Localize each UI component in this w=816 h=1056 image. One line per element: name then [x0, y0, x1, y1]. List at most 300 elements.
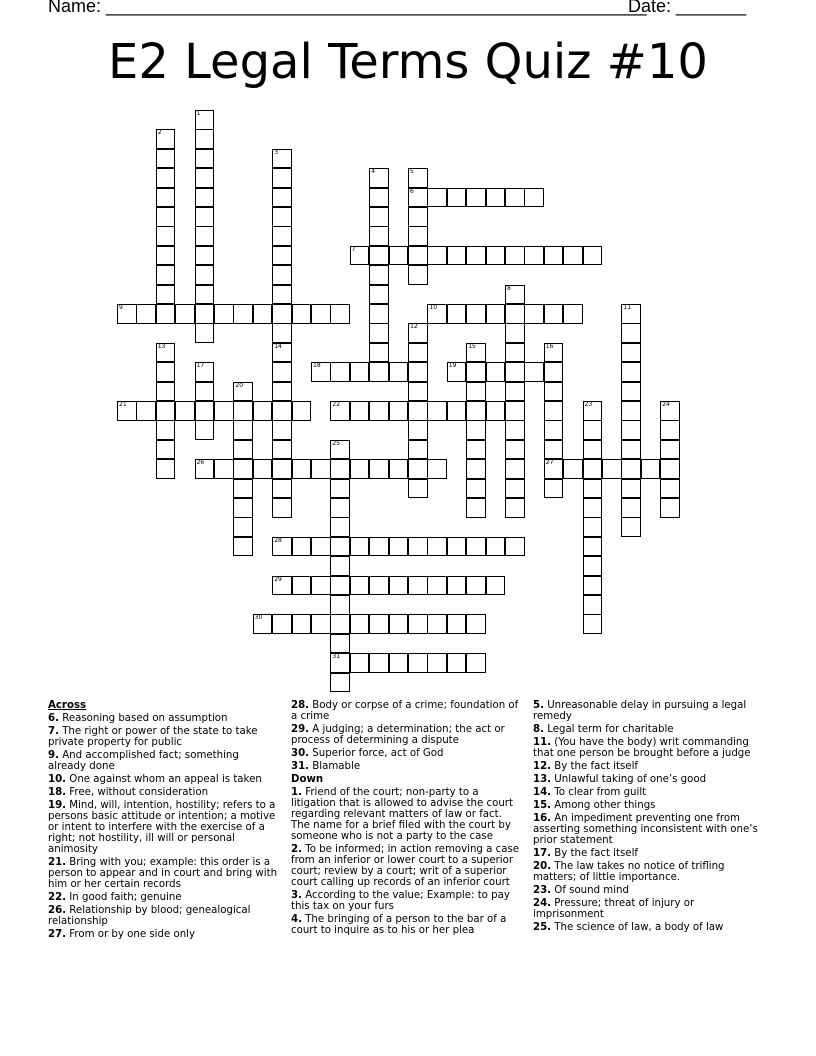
crossword-cell[interactable] [253, 304, 273, 324]
crossword-cell[interactable] [544, 362, 564, 382]
crossword-cell[interactable] [583, 556, 603, 576]
crossword-cell[interactable] [544, 343, 564, 363]
crossword-cell[interactable] [156, 362, 176, 382]
crossword-cell[interactable] [272, 323, 292, 343]
crossword-cell[interactable] [524, 246, 544, 266]
crossword-cell[interactable] [408, 265, 428, 285]
crossword-cell[interactable] [563, 459, 583, 479]
clue-number: 28. [291, 700, 310, 711]
crossword-cell[interactable] [156, 343, 176, 363]
crossword-cell[interactable] [369, 459, 389, 479]
crossword-cell[interactable] [621, 323, 641, 343]
crossword-cell[interactable] [272, 479, 292, 499]
crossword-cell[interactable] [369, 401, 389, 421]
down-clue [533, 848, 768, 859]
crossword-cell[interactable] [505, 304, 525, 324]
crossword-cell[interactable] [466, 362, 486, 382]
crossword-cell[interactable] [408, 323, 428, 343]
crossword-cell[interactable] [408, 440, 428, 460]
crossword-cell[interactable] [253, 614, 273, 634]
crossword-cell[interactable] [330, 595, 350, 615]
crossword-cell[interactable] [621, 401, 641, 421]
crossword-cell[interactable] [408, 207, 428, 227]
crossword-cell[interactable] [330, 673, 350, 693]
crossword-cell[interactable] [156, 226, 176, 246]
crossword-cell[interactable] [408, 188, 428, 208]
crossword-cell[interactable] [156, 401, 176, 421]
clue-text: Pressure; threat of injury or imprisonment [533, 898, 695, 920]
crossword-cell[interactable] [621, 479, 641, 499]
crossword-cell[interactable] [330, 362, 350, 382]
crossword-cell[interactable] [505, 479, 525, 499]
crossword-cell[interactable] [292, 459, 312, 479]
crossword-cell[interactable] [660, 420, 680, 440]
clue-number: 19 [448, 362, 457, 370]
across-clue [291, 748, 523, 759]
date-field-label[interactable]: Date: _______ [628, 0, 747, 16]
crossword-cell[interactable] [408, 382, 428, 402]
crossword-cell[interactable] [466, 498, 486, 518]
across-clue [48, 905, 280, 927]
across-clue [48, 713, 280, 724]
crossword-cell[interactable] [350, 459, 370, 479]
crossword-cell[interactable] [369, 653, 389, 673]
crossword-cell[interactable] [311, 362, 331, 382]
crossword-cell[interactable] [272, 537, 292, 557]
crossword-cell[interactable] [486, 362, 506, 382]
crossword-cell[interactable] [330, 614, 350, 634]
crossword-cell[interactable] [408, 362, 428, 382]
crossword-cell[interactable] [195, 110, 215, 130]
crossword-cell[interactable] [369, 576, 389, 596]
crossword-cell[interactable] [524, 188, 544, 208]
crossword-cell[interactable] [466, 614, 486, 634]
crossword-cell[interactable] [544, 479, 564, 499]
crossword-cell[interactable] [583, 420, 603, 440]
down-clue [533, 737, 768, 759]
crossword-cell[interactable] [583, 576, 603, 596]
crossword-cell[interactable] [350, 537, 370, 557]
crossword-cell[interactable] [117, 401, 137, 421]
crossword-cell[interactable] [427, 614, 447, 634]
crossword-cell[interactable] [389, 537, 409, 557]
crossword-cell[interactable] [583, 479, 603, 499]
crossword-cell[interactable] [583, 537, 603, 557]
crossword-cell[interactable] [466, 459, 486, 479]
crossword-cell[interactable] [214, 459, 234, 479]
down-clue [291, 890, 523, 912]
crossword-cell[interactable] [253, 459, 273, 479]
crossword-cell[interactable] [466, 537, 486, 557]
crossword-cell[interactable] [330, 556, 350, 576]
crossword-cell[interactable] [369, 614, 389, 634]
crossword-cell[interactable] [621, 498, 641, 518]
crossword-cell[interactable] [233, 304, 253, 324]
crossword-cell[interactable] [156, 285, 176, 305]
crossword-cell[interactable] [233, 420, 253, 440]
crossword-cell[interactable] [369, 285, 389, 305]
crossword-cell[interactable] [195, 285, 215, 305]
down-clue [533, 922, 768, 933]
crossword-cell[interactable] [505, 459, 525, 479]
crossword-cell[interactable] [330, 498, 350, 518]
clue-text: The right or power of the state to take private property for public [48, 726, 258, 748]
clue-number: 6. [48, 713, 59, 724]
crossword-cell[interactable] [233, 498, 253, 518]
crossword-cell[interactable] [195, 129, 215, 149]
crossword-cell[interactable] [195, 226, 215, 246]
crossword-cell[interactable] [272, 440, 292, 460]
crossword-cell[interactable] [621, 459, 641, 479]
crossword-cell[interactable] [544, 304, 564, 324]
crossword-cell[interactable] [369, 343, 389, 363]
crossword-cell[interactable] [156, 149, 176, 169]
crossword-cell[interactable] [369, 188, 389, 208]
crossword-cell[interactable] [389, 614, 409, 634]
crossword-cell[interactable] [447, 188, 467, 208]
crossword-cell[interactable] [272, 304, 292, 324]
crossword-cell[interactable] [408, 653, 428, 673]
crossword-cell[interactable] [544, 440, 564, 460]
crossword-cell[interactable] [466, 382, 486, 402]
crossword-cell[interactable] [156, 129, 176, 149]
crossword-cell[interactable] [427, 459, 447, 479]
crossword-cell[interactable] [272, 188, 292, 208]
crossword-cell[interactable] [156, 440, 176, 460]
crossword-cell[interactable] [156, 382, 176, 402]
crossword-cell[interactable] [505, 498, 525, 518]
crossword-cell[interactable] [272, 382, 292, 402]
crossword-cell[interactable] [466, 576, 486, 596]
crossword-cell[interactable] [330, 440, 350, 460]
crossword-cell[interactable] [369, 323, 389, 343]
crossword-cell[interactable] [156, 168, 176, 188]
crossword-cell[interactable] [195, 304, 215, 324]
crossword-cell[interactable] [292, 576, 312, 596]
crossword-cell[interactable] [136, 401, 156, 421]
crossword-cell[interactable] [466, 246, 486, 266]
crossword-cell[interactable] [621, 362, 641, 382]
crossword-cell[interactable] [466, 188, 486, 208]
crossword-cell[interactable] [233, 517, 253, 537]
crossword-cell[interactable] [272, 246, 292, 266]
crossword-cell[interactable] [389, 362, 409, 382]
crossword-cell[interactable] [311, 537, 331, 557]
crossword-cell[interactable] [350, 614, 370, 634]
crossword-cell[interactable] [427, 246, 447, 266]
crossword-cell[interactable] [447, 614, 467, 634]
down-clue [533, 774, 768, 785]
crossword-cell[interactable] [156, 420, 176, 440]
crossword-cell[interactable] [330, 517, 350, 537]
crossword-cell[interactable] [195, 459, 215, 479]
crossword-cell[interactable] [195, 265, 215, 285]
crossword-cell[interactable] [292, 304, 312, 324]
crossword-cell[interactable] [427, 304, 447, 324]
crossword-cell[interactable] [505, 440, 525, 460]
crossword-cell[interactable] [621, 304, 641, 324]
crossword-cell[interactable] [117, 304, 137, 324]
crossword-cell[interactable] [350, 401, 370, 421]
crossword-cell[interactable] [505, 401, 525, 421]
crossword-cell[interactable] [486, 576, 506, 596]
crossword-cell[interactable] [466, 420, 486, 440]
crossword-cell[interactable] [563, 246, 583, 266]
crossword-cell[interactable] [447, 653, 467, 673]
crossword-cell[interactable] [272, 614, 292, 634]
crossword-cell[interactable] [369, 207, 389, 227]
clue-text: From or by one side only [66, 929, 196, 940]
crossword-cell[interactable] [447, 246, 467, 266]
crossword-cell[interactable] [427, 188, 447, 208]
crossword-cell[interactable] [583, 614, 603, 634]
crossword-cell[interactable] [330, 459, 350, 479]
clue-text: Legal term for charitable [543, 724, 674, 735]
crossword-cell[interactable] [427, 576, 447, 596]
crossword-cell[interactable] [195, 362, 215, 382]
crossword-cell[interactable] [427, 653, 447, 673]
crossword-cell[interactable] [544, 246, 564, 266]
crossword-cell[interactable] [486, 188, 506, 208]
crossword-cell[interactable] [408, 576, 428, 596]
crossword-cell[interactable] [292, 537, 312, 557]
crossword-cell[interactable] [427, 401, 447, 421]
crossword-cell[interactable] [175, 401, 195, 421]
crossword-cell[interactable] [660, 401, 680, 421]
crossword-cell[interactable] [408, 420, 428, 440]
crossword-cell[interactable] [311, 304, 331, 324]
clue-text: By the fact itself [551, 761, 638, 772]
clue-text: A judging; a determination; the act or process of determining a dispute [291, 724, 505, 746]
crossword-cell[interactable] [466, 343, 486, 363]
crossword-cell[interactable] [272, 265, 292, 285]
crossword-cell[interactable] [272, 362, 292, 382]
crossword-cell[interactable] [369, 537, 389, 557]
across-clue [291, 761, 523, 772]
crossword-cell[interactable] [136, 304, 156, 324]
name-field-label[interactable]: Name: ______________________________________________________ [48, 0, 647, 16]
clue-number: 21 [119, 401, 127, 408]
crossword-cell[interactable] [156, 265, 176, 285]
crossword-cell[interactable] [369, 168, 389, 188]
crossword-cell[interactable] [369, 362, 389, 382]
crossword-cell[interactable] [544, 420, 564, 440]
crossword-cell[interactable] [660, 498, 680, 518]
crossword-cell[interactable] [466, 479, 486, 499]
crossword-cell[interactable] [544, 382, 564, 402]
crossword-cell[interactable] [505, 537, 525, 557]
crossword-cell[interactable] [505, 188, 525, 208]
crossword-cell[interactable] [583, 595, 603, 615]
crossword-cell[interactable] [233, 401, 253, 421]
clue-text: And accomplished fact; something already done [48, 750, 239, 772]
crossword-cell[interactable] [272, 420, 292, 440]
crossword-cell[interactable] [447, 401, 467, 421]
crossword-cell[interactable] [156, 188, 176, 208]
crossword-cell[interactable] [272, 343, 292, 363]
crossword-cell[interactable] [602, 459, 622, 479]
crossword-cell[interactable] [505, 246, 525, 266]
crossword-cell[interactable] [505, 343, 525, 363]
crossword-cell[interactable] [427, 537, 447, 557]
crossword-cell[interactable] [486, 304, 506, 324]
clue-number: 23 [584, 401, 593, 408]
crossword-cell[interactable] [389, 459, 409, 479]
crossword-cell[interactable] [253, 401, 273, 421]
crossword-cell[interactable] [524, 304, 544, 324]
crossword-cell[interactable] [330, 576, 350, 596]
crossword-cell[interactable] [583, 401, 603, 421]
crossword-cell[interactable] [408, 246, 428, 266]
crossword-cell[interactable] [505, 382, 525, 402]
crossword-cell[interactable] [447, 304, 467, 324]
crossword-cell[interactable] [660, 459, 680, 479]
crossword-cell[interactable] [466, 440, 486, 460]
crossword-cell[interactable] [621, 420, 641, 440]
crossword-cell[interactable] [350, 653, 370, 673]
crossword-cell[interactable] [583, 498, 603, 518]
crossword-cell[interactable] [233, 479, 253, 499]
clue-number: 3 [274, 148, 279, 156]
crossword-cell[interactable] [195, 149, 215, 169]
crossword-cell[interactable] [505, 323, 525, 343]
crossword-cell[interactable] [292, 614, 312, 634]
crossword-cell[interactable] [311, 614, 331, 634]
crossword-cell[interactable] [156, 459, 176, 479]
crossword-cell[interactable] [466, 401, 486, 421]
clue-number: 24. [533, 898, 552, 909]
crossword-cell[interactable] [292, 401, 312, 421]
crossword-cell[interactable] [272, 149, 292, 169]
crossword-cell[interactable] [486, 401, 506, 421]
crossword-cell[interactable] [195, 323, 215, 343]
crossword-cell[interactable] [524, 362, 544, 382]
crossword-cell[interactable] [350, 246, 370, 266]
crossword-cell[interactable] [330, 304, 350, 324]
crossword-cell[interactable] [195, 401, 215, 421]
clue-number: 12. [533, 761, 552, 772]
crossword-cell[interactable] [389, 246, 409, 266]
crossword-cell[interactable] [195, 420, 215, 440]
clues-column-2 [291, 700, 523, 938]
crossword-cell[interactable] [175, 304, 195, 324]
crossword-cell[interactable] [272, 285, 292, 305]
crossword-cell[interactable] [583, 246, 603, 266]
crossword-cell[interactable] [621, 440, 641, 460]
crossword-cell[interactable] [195, 188, 215, 208]
crossword-cell[interactable] [330, 653, 350, 673]
crossword-cell[interactable] [272, 498, 292, 518]
crossword-cell[interactable] [272, 401, 292, 421]
crossword-cell[interactable] [466, 653, 486, 673]
crossword-cell[interactable] [214, 401, 234, 421]
crossword-cell[interactable] [272, 207, 292, 227]
crossword-cell[interactable] [505, 420, 525, 440]
across-clue [48, 892, 280, 903]
crossword-cell[interactable] [195, 246, 215, 266]
crossword-cell[interactable] [466, 304, 486, 324]
crossword-cell[interactable] [330, 401, 350, 421]
crossword-cell[interactable] [447, 537, 467, 557]
crossword-cell[interactable] [408, 459, 428, 479]
crossword-cell[interactable] [272, 459, 292, 479]
crossword-cell[interactable] [389, 401, 409, 421]
crossword-cell[interactable] [233, 440, 253, 460]
crossword-cell[interactable] [369, 246, 389, 266]
crossword-cell[interactable] [641, 459, 661, 479]
crossword-cell[interactable] [156, 246, 176, 266]
crossword-cell[interactable] [156, 207, 176, 227]
crossword-cell[interactable] [505, 285, 525, 305]
crossword-cell[interactable] [272, 168, 292, 188]
clue-text: The bringing of a person to the bar of a court to inquire as to his or her plea [291, 914, 507, 936]
crossword-cell[interactable] [214, 304, 234, 324]
crossword-cell[interactable] [408, 226, 428, 246]
crossword-cell[interactable] [583, 459, 603, 479]
crossword-cell[interactable] [330, 537, 350, 557]
crossword-cell[interactable] [330, 479, 350, 499]
crossword-cell[interactable] [369, 265, 389, 285]
crossword-cell[interactable] [272, 576, 292, 596]
crossword-cell[interactable] [369, 226, 389, 246]
clue-text: Of sound mind [551, 885, 629, 896]
crossword-cell[interactable] [311, 459, 331, 479]
crossword-cell[interactable] [195, 382, 215, 402]
crossword-cell[interactable] [311, 576, 331, 596]
crossword-cell[interactable] [233, 537, 253, 557]
crossword-cell[interactable] [486, 246, 506, 266]
crossword-cell[interactable] [583, 517, 603, 537]
crossword-cell[interactable] [408, 614, 428, 634]
crossword-cell[interactable] [621, 382, 641, 402]
crossword-cell[interactable] [408, 168, 428, 188]
crossword-cell[interactable] [447, 576, 467, 596]
crossword-cell[interactable] [272, 226, 292, 246]
clue-number: 7 [351, 245, 356, 253]
crossword-cell[interactable] [369, 304, 389, 324]
crossword-cell[interactable] [350, 576, 370, 596]
crossword-cell[interactable] [408, 479, 428, 499]
crossword-cell[interactable] [330, 634, 350, 654]
clue-number: 26. [48, 905, 67, 916]
clue-text: Blamable [309, 761, 361, 772]
crossword-cell[interactable] [621, 343, 641, 363]
clue-number: 22 [332, 401, 341, 408]
crossword-cell[interactable] [389, 653, 409, 673]
crossword-cell[interactable] [233, 382, 253, 402]
crossword-cell[interactable] [408, 537, 428, 557]
clue-text: One against whom an appeal is taken [66, 774, 262, 785]
crossword-cell[interactable] [350, 362, 370, 382]
crossword-cell[interactable] [505, 362, 525, 382]
crossword-cell[interactable] [447, 362, 467, 382]
crossword-cell[interactable] [660, 440, 680, 460]
crossword-cell[interactable] [486, 537, 506, 557]
crossword-cell[interactable] [583, 440, 603, 460]
crossword-cell[interactable] [563, 304, 583, 324]
crossword-cell[interactable] [408, 401, 428, 421]
crossword-cell[interactable] [195, 207, 215, 227]
crossword-cell[interactable] [156, 304, 176, 324]
crossword-cell[interactable] [660, 479, 680, 499]
crossword-cell[interactable] [544, 459, 564, 479]
crossword-cell[interactable] [408, 343, 428, 363]
crossword-cell[interactable] [195, 168, 215, 188]
crossword-cell[interactable] [233, 459, 253, 479]
crossword-cell[interactable] [544, 401, 564, 421]
crossword-cell[interactable] [621, 517, 641, 537]
crossword-cell[interactable] [389, 576, 409, 596]
